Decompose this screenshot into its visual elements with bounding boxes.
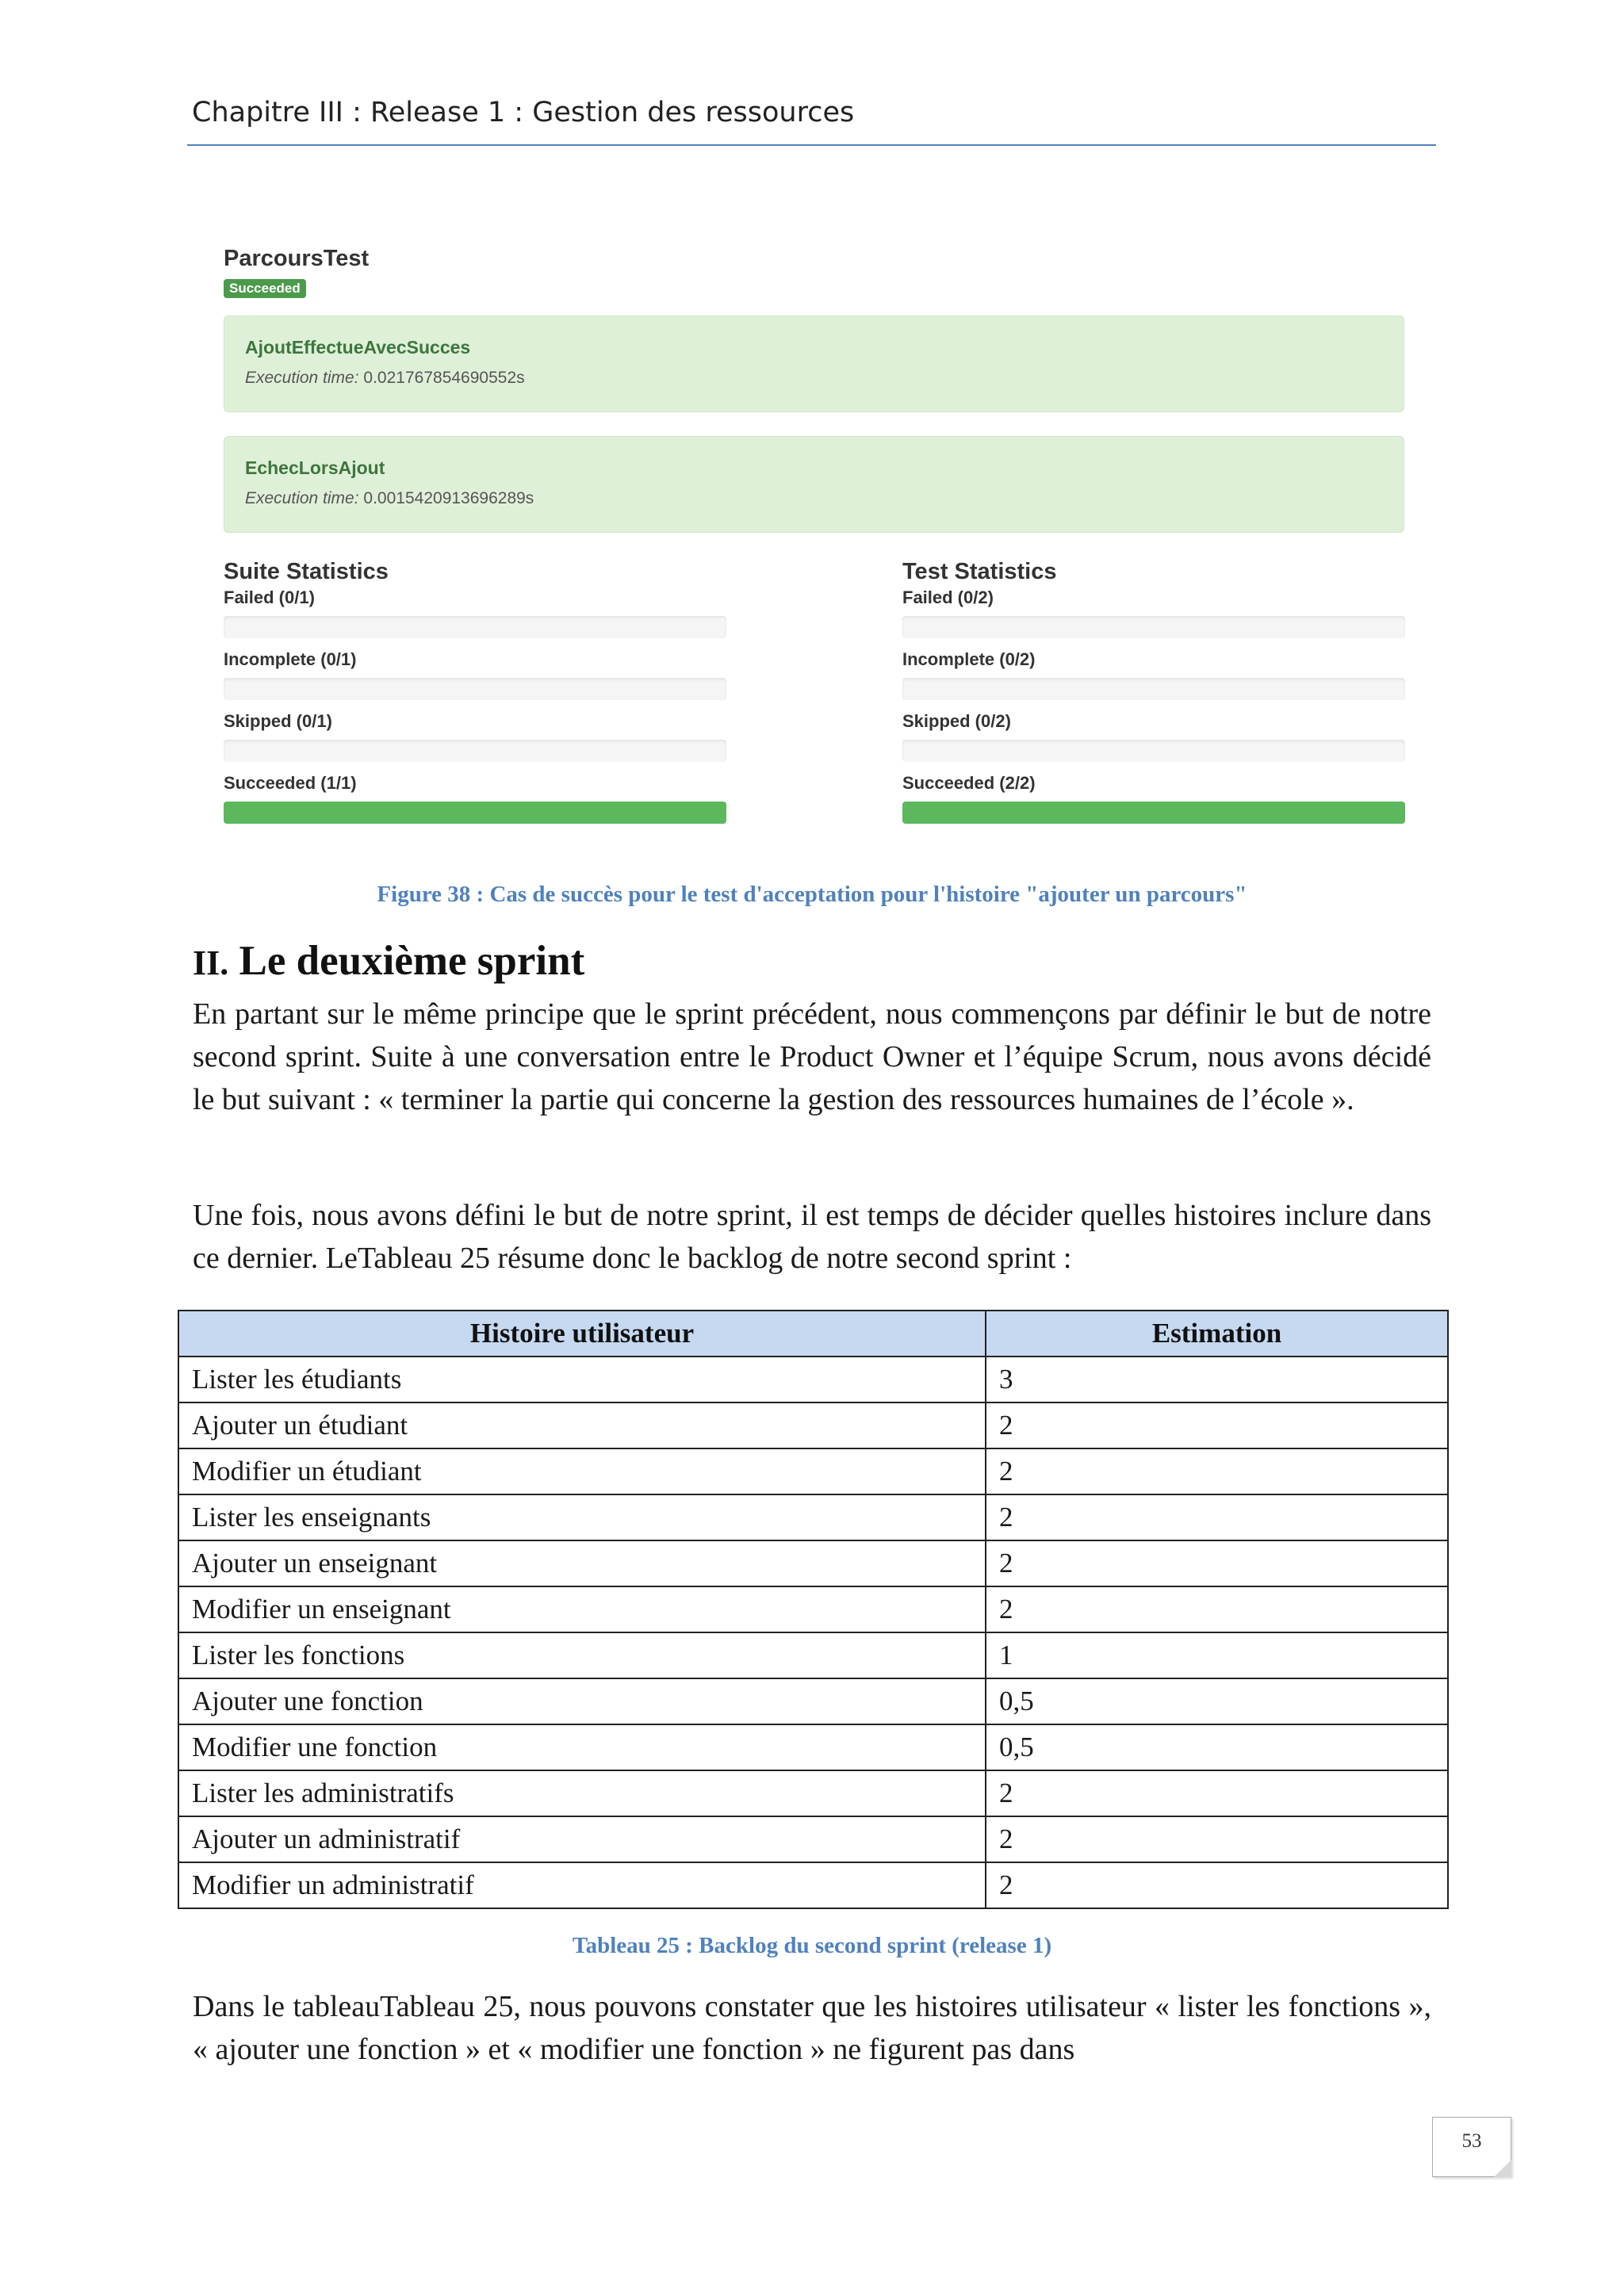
table-header-row [178, 1311, 1448, 1357]
backlog-table [178, 1310, 1449, 1909]
story-cell: Ajouter un enseignant [178, 1540, 986, 1586]
execution-time-value: 0.0015420913696289s [363, 489, 534, 507]
progress-bar [902, 740, 1405, 762]
test-result-box [224, 436, 1404, 533]
story-cell: Modifier une fonction [178, 1724, 986, 1770]
progress-fill [902, 802, 1405, 824]
test-name: AjoutEffectueAvecSucces [245, 337, 471, 358]
figure-caption: Figure 38 : Cas de succès pour le test d'acceptation pour l'histoire "ajouter un parcours" [377, 882, 1247, 907]
progress-bar [902, 802, 1405, 824]
progress-fill [224, 802, 726, 824]
paragraph: Dans le tableauTableau 25, nous pouvons constater que les histoires utilisateur « lister les fonctions », « ajouter une fonction » et « modifier une fonction » ne figurent pas dans [193, 1990, 1431, 2066]
progress-bar [224, 740, 726, 762]
progress-bar [902, 678, 1405, 700]
estimate-cell: 0,5 [986, 1724, 1448, 1770]
table-row [178, 1862, 1448, 1908]
test-result-box [224, 316, 1404, 412]
estimate-cell: 3 [986, 1357, 1448, 1402]
stat-label: Succeeded (1/1) [224, 773, 357, 793]
test-execution-time [245, 489, 534, 508]
table-row [178, 1494, 1448, 1540]
stat-label: Incomplete (0/1) [224, 649, 357, 669]
stat-label: Incomplete (0/2) [902, 649, 1036, 669]
table-row [178, 1632, 1448, 1678]
test-name: EchecLorsAjout [245, 457, 385, 478]
header-rule [187, 144, 1436, 146]
story-cell: Lister les fonctions [178, 1632, 986, 1678]
progress-bar [224, 678, 726, 700]
table-row [178, 1357, 1448, 1402]
story-cell: Modifier un étudiant [178, 1448, 986, 1494]
test-report-screenshot [222, 238, 1408, 840]
story-cell: Lister les administratifs [178, 1770, 986, 1816]
story-cell: Modifier un enseignant [178, 1586, 986, 1632]
stat-label: Skipped (0/1) [224, 711, 332, 731]
story-cell: Lister les étudiants [178, 1357, 986, 1402]
story-cell: Ajouter un administratif [178, 1816, 986, 1862]
test-execution-time [245, 369, 525, 388]
estimate-cell: 2 [986, 1540, 1448, 1586]
story-cell: Modifier un administratif [178, 1862, 986, 1908]
story-cell: Lister les enseignants [178, 1494, 986, 1540]
test-statistics-title: Test Statistics [902, 559, 1057, 584]
estimate-cell: 2 [986, 1586, 1448, 1632]
stat-label: Failed (0/1) [224, 587, 315, 607]
execution-time-value: 0.021767854690552s [363, 369, 525, 387]
table-row [178, 1448, 1448, 1494]
table-row [178, 1586, 1448, 1632]
table-row [178, 1678, 1448, 1724]
story-cell: Ajouter un étudiant [178, 1402, 986, 1448]
section-heading [193, 937, 584, 985]
execution-time-label: Execution time: [245, 489, 359, 507]
column-header: Histoire utilisateur [178, 1311, 986, 1357]
story-cell: Ajouter une fonction [178, 1678, 986, 1724]
estimate-cell: 0,5 [986, 1678, 1448, 1724]
table-row [178, 1724, 1448, 1770]
table-row [178, 1816, 1448, 1862]
estimate-cell: 2 [986, 1402, 1448, 1448]
progress-bar [224, 616, 726, 638]
table-row [178, 1770, 1448, 1816]
paragraph: En partant sur le même principe que le sprint précédent, nous commençons par définir le but de notre second sprint. Suite à une conversation entre le Product Owner et l’équipe Scrum, nous avons décidé le but suivant : « terminer la partie qui concerne la gestion des ressources humaines de l’école ». [193, 997, 1431, 1116]
paragraph: Une fois, nous avons défini le but de notre sprint, il est temps de décider quelles histoires inclure dans ce dernier. LeTableau 25 résume donc le backlog de notre second sprint : [193, 1199, 1431, 1275]
table-row [178, 1540, 1448, 1586]
execution-time-label: Execution time: [245, 369, 359, 387]
estimate-cell: 2 [986, 1448, 1448, 1494]
stat-label: Failed (0/2) [902, 587, 994, 607]
stat-label: Skipped (0/2) [902, 711, 1011, 731]
estimate-cell: 2 [986, 1494, 1448, 1540]
suite-title: ParcoursTest [224, 246, 370, 271]
page-corner-fold [1494, 2160, 1511, 2177]
section-title: Le deuxième sprint [239, 938, 585, 984]
estimate-cell: 2 [986, 1862, 1448, 1908]
suite-statistics-title: Suite Statistics [224, 559, 389, 584]
estimate-cell: 2 [986, 1816, 1448, 1862]
progress-bar [902, 616, 1405, 638]
progress-bar [224, 802, 726, 824]
stat-label: Succeeded (2/2) [902, 773, 1036, 793]
estimate-cell: 2 [986, 1770, 1448, 1816]
page-number: 53 [1461, 2130, 1482, 2152]
estimate-cell: 1 [986, 1632, 1448, 1678]
table-caption: Tableau 25 : Backlog du second sprint (release 1) [572, 1933, 1052, 1958]
table-row [178, 1402, 1448, 1448]
suite-status-badge: Succeeded [224, 279, 306, 298]
running-header: Chapitre III : Release 1 : Gestion des ressources [192, 97, 855, 128]
section-number: II. [193, 943, 229, 982]
column-header: Estimation [986, 1311, 1448, 1357]
page-number-box [1432, 2117, 1511, 2177]
